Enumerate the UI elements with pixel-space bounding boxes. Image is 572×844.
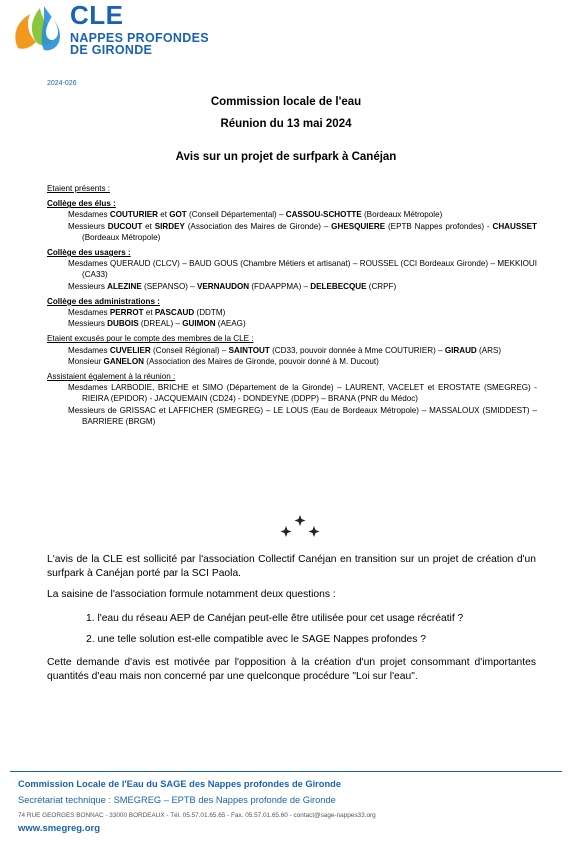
elus-messieurs: Messieurs DUCOUT et SIRDEY (Association des Maires de Gironde) – GHESQUIERE (EPTB Nappes profondes) - CHAUSSET (Bordeaux Métropole) — [68, 221, 537, 242]
footer-commission: Commission Locale de l'Eau du SAGE des Nappes profondes de Gironde — [18, 779, 342, 789]
title-subject: Avis sur un projet de surfpark à Canéjan — [175, 151, 397, 163]
admin-mesdames: Mesdames PERROT et PASCAUD (DDTM) — [68, 308, 226, 318]
excuses-monsieur: Monsieur GANELON (Association des Maires de Gironde, pouvoir donné à M. Ducout) — [68, 356, 379, 366]
logo-subtitle-line1: NAPPES PROFONDES — [70, 31, 209, 45]
footer-divider — [10, 771, 562, 772]
water-drop-logo-icon — [10, 2, 66, 58]
college-administrations-heading: Collège des administrations : — [47, 296, 160, 306]
excuses-heading: Etaient excusés pour le compte des membres de la CLE : — [47, 334, 254, 344]
admin-messieurs: Messieurs DUBOIS (DREAL) – GUIMON (AEAG) — [68, 319, 246, 329]
paragraph-questions-intro: La saisine de l'association formule notamment deux questions : — [47, 589, 336, 600]
footer-secretariat: Secrétariat technique : SMEGREG – EPTB des Nappes profonde de Gironde — [18, 795, 336, 805]
logo-subtitle-line2: DE GIRONDE — [70, 43, 153, 57]
footer-website-link[interactable]: www.smegreg.org — [18, 823, 100, 834]
assistaient-messieurs: Messieurs de GRISSAC et LAFFICHER (SMEGREG) – LE LOUS (Eau de Bordeaux Métropole) – MASSALOUX (SMIDDEST) – BARRIERE (BRGM) — [68, 405, 537, 426]
cle-logo — [10, 2, 270, 58]
title-commission: Commission locale de l'eau — [210, 96, 362, 108]
elus-mesdames: Mesdames COUTURIER et GOT (Conseil Départemental) – CASSOU-SCHOTTE (Bordeaux Métropole) — [68, 210, 443, 220]
present-heading: Etaient présents : — [47, 184, 110, 193]
title-meeting-date: Réunion du 13 mai 2024 — [220, 118, 352, 130]
assistaient-heading: Assistaient également à la réunion : — [47, 372, 176, 382]
logo-cle-text: CLE — [70, 0, 124, 30]
attendance-block — [47, 183, 537, 427]
document-reference: 2024-026 — [47, 80, 77, 87]
question-2: 2. une telle solution est-elle compatible avec le SAGE Nappes profondes ? — [86, 634, 426, 645]
paragraph-motivation: Cette demande d'avis est motivée par l'opposition à la création d'un projet consommant d'importantes quantités d'eau mais non concerné par une quelconque procédure "Loi sur l'eau". — [47, 657, 536, 682]
footer-address: 74 RUE GEORGES BONNAC - 33000 BORDEAUX - Tél. 05.57.01.65.65 - Fax. 05.57.01.65.60 - contact@sage-nappes33.org — [18, 812, 376, 819]
assistaient-mesdames: Mesdames LARBODIE, BRICHE et SIMO (Département de la Gironde) – LAURENT, VACELET et EROSTATE (SMEGREG) - RIEIRA (EPIDOR) - JACQUEMAIN (CD24) - DONDEYNE (DDPP) – BRANA (PNR du Médoc) — [68, 383, 537, 404]
usagers-messieurs: Messieurs ALEZINE (SEPANSO) – VERNAUDON (FDAAPPMA) – DELEBECQUE (CRPF) — [68, 281, 397, 291]
usagers-mesdames: Mesdames QUERAUD (CLCV) – BAUD GOUS (Chambre Métiers et artisanat) – ROUSSEL (CCI Bordeaux Gironde) – MEKKIOUI (CA33) — [68, 259, 537, 280]
paragraph-request: L'avis de la CLE est sollicité par l'association Collectif Canéjan en transition sur un projet de création d'un surfpark à Canéjan porté par la SCI Paola. — [47, 554, 536, 579]
college-elus-heading: Collège des élus : — [47, 199, 116, 209]
excuses-mesdames: Mesdames CUVELIER (Conseil Régional) – SAINTOUT (CD33, pouvoir donnée à Mme COUTURIER) – GIRAUD (ARS) — [68, 345, 502, 355]
college-usagers-heading: Collège des usagers : — [47, 248, 131, 258]
sparkle-separator-icon — [270, 514, 330, 540]
question-1: 1. l'eau du réseau AEP de Canéjan peut-elle être utilisée pour cet usage récréatif ? — [86, 613, 464, 624]
